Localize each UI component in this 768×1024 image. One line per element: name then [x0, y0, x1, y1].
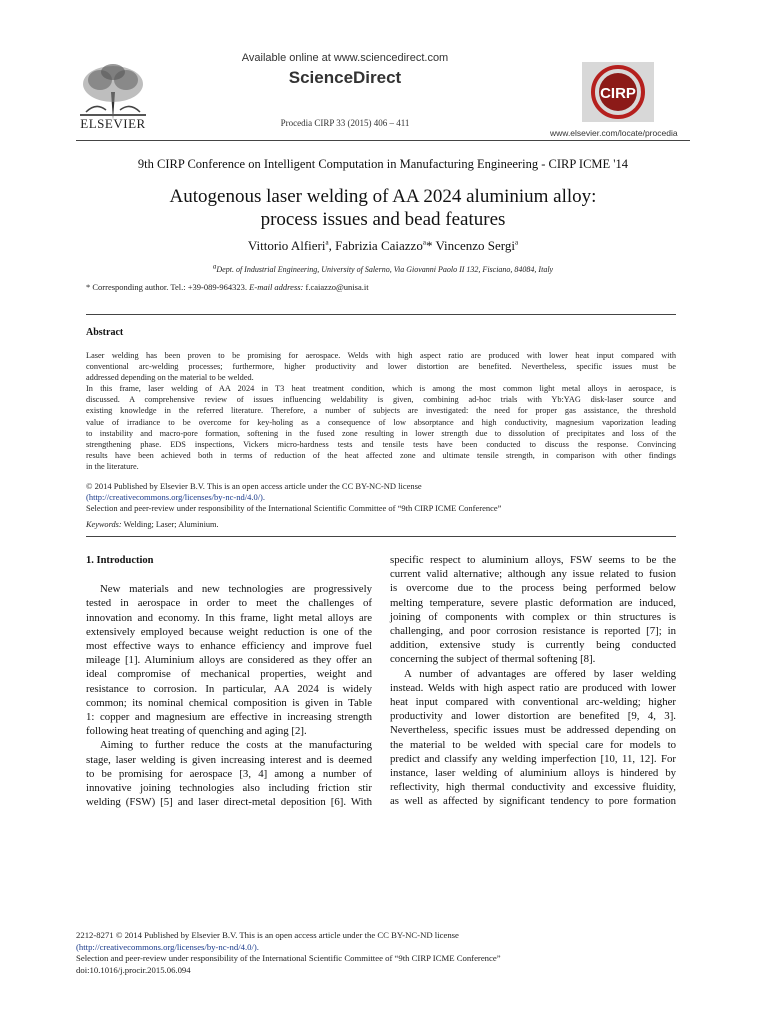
- body-text-line: most effective ways to enhance efficiency and improve fuel: [86, 640, 372, 653]
- footer: [76, 930, 690, 976]
- body-text-line: productivity and lower distortion are benefited [9, 4, 3].: [390, 710, 676, 723]
- header-divider: [76, 140, 690, 141]
- author-affil-marker: a: [325, 238, 329, 247]
- abstract-line: in the literature.: [86, 461, 139, 471]
- body-text-line: resistance to corrosion. In particular, AA 2024 is widely: [86, 682, 372, 695]
- conference-title: 9th CIRP Conference on Intelligent Computation in Manufacturing Engineering - CIRP ICME '14: [137, 157, 629, 171]
- footer-peer-review: Selection and peer-review under responsibility of the International Scientific Committee of “9th CIRP ICME Conference”: [76, 953, 501, 964]
- body-text-line: common; its nominal chemical composition is given in Table: [86, 696, 372, 709]
- corresponding-author: [86, 282, 369, 292]
- publisher-name: ELSEVIER: [80, 116, 146, 131]
- body-text-line: innovation and economy. In this frame, light metal alloys are: [86, 611, 372, 624]
- keywords: [86, 520, 219, 529]
- author-separator: ,: [328, 238, 336, 253]
- cirp-logo-text: CIRP: [600, 85, 636, 102]
- affiliation-text: Dept. of Industrial Engineering, University of Salerno, Via Giovanni Paolo II 132, Fisciano, 84084, Italy: [216, 265, 554, 274]
- abstract-line: value of irradiance to be overcome for key-holing as a consequence of low absorptance and high conductivity, magnesium vaporization leading: [86, 417, 676, 427]
- cirp-logo: [582, 62, 654, 122]
- abstract-line: addressed depending on the material to be welded.: [86, 373, 254, 383]
- abstract-paragraph: [86, 350, 676, 383]
- keywords-label: Keywords:: [86, 520, 122, 529]
- corresponding-prefix: * Corresponding author. Tel.: +39-089-964323.: [86, 282, 250, 292]
- body-text-line: predict and classify any welding imperfection [10, 11, 12]. For: [390, 752, 676, 765]
- abstract-line: discussed. A comprehensive review of issues influencing weldability is given, combining ad-hoc trials with Yb:YAG disk-laser source and: [86, 395, 676, 405]
- abstract-paragraph: [86, 383, 676, 472]
- sciencedirect-brand: ScienceDirect: [288, 68, 402, 87]
- abstract-line: results have been achieved both in terms of reduction of the heat affected zone and ultimate tensile strength, in comparison with other findings: [86, 450, 676, 460]
- abstract-top-divider: [86, 314, 676, 315]
- body-text-line: following heat treating of quenching and aging [2].: [86, 725, 307, 738]
- body-text-line: addition, extensive study is currently being conducted: [390, 639, 676, 652]
- author-affil-marker: a: [514, 238, 519, 247]
- footer-copyright: 2212-8271 © 2014 Published by Elsevier B.V. This is an open access article under the CC BY-NC-ND license: [76, 930, 459, 940]
- abstract-body: [86, 350, 676, 472]
- body-text-line: heat input compared with conventional arc-welding; higher: [390, 696, 676, 709]
- abstract-line: Laser welding has been proven to be promising for aerospace. Welds with high aspect ratio are produced with lower heat input compared with: [86, 351, 676, 360]
- body-text-line: Nevertheless, specific issues must be addressed depending on: [390, 724, 676, 737]
- left-column: [86, 554, 372, 809]
- body-text-line: the material to be welded with special care for models to: [390, 738, 676, 751]
- body-text-line: to be promising for aerospace [3, 4] among a number of: [86, 767, 372, 780]
- body-text-line: stage, laser welding is given increasing interest and is deemed: [86, 753, 372, 766]
- author-name: Vincenzo Sergi: [435, 238, 515, 253]
- abstract-line: conventional arc-welding processes; furthermore, higher productivity and lower distortion are benefited. Nevertheless, specific issues must be: [86, 362, 676, 372]
- affiliation-marker: a: [212, 262, 217, 271]
- paper-title-line1: Autogenous laser welding of AA 2024 aluminium alloy:: [169, 186, 597, 207]
- body-text-line: 1: copper and magnesium are effective in increasing strength: [86, 711, 372, 724]
- footer-doi[interactable]: doi:10.1016/j.procir.2015.06.094: [76, 964, 191, 975]
- body-text-line: mileage [1]. Aluminium alloys are considered as they offer an: [86, 654, 372, 667]
- body-text-line: New materials and new technologies are progressively: [100, 583, 372, 596]
- body-text-line: joining of components with complex or thin structures is: [390, 610, 676, 623]
- body-text-line: as well as affected by significant tendency to pore formation: [390, 795, 676, 808]
- abstract-line: to instability and macro-pore formation, softening in the fused zone resulting in lower strength due to dissolution of precipitates and loss of the: [86, 428, 676, 438]
- paper-title-line2: process issues and bead features: [260, 209, 506, 230]
- abstract-line: strengthening phase. EDS inspections, Vickers micro-hardness tests and tensile tests have been conducted to discuss the response. Convincing: [86, 439, 676, 449]
- email-label: E-mail address:: [249, 282, 304, 292]
- available-online-text: Available online at www.sciencedirect.com: [241, 52, 449, 64]
- body-text-line: is overcome due to the process being performed below: [390, 582, 676, 595]
- email-address[interactable]: f.caiazzo@unisa.it: [303, 282, 369, 292]
- body-text-line: welding (FSW) [5] and laser direct-metal deposition [6]. With: [86, 796, 372, 809]
- corresponding-marker: *: [425, 238, 433, 253]
- footer-license-link[interactable]: (http://creativecommons.org/licenses/by-nc-nd/4.0/).: [76, 941, 259, 952]
- body-text-line: specific respect to aluminium alloys, FSW seems to be the: [390, 554, 676, 566]
- body-text-line: instead. Welds with high aspect ratio are produced with lower: [390, 681, 676, 694]
- abstract-heading: Abstract: [86, 327, 124, 338]
- body-text-line: melting temperature, severe plastic deformation are induced,: [390, 596, 676, 609]
- body-text-line: innovative joining technologies also including friction stir: [86, 782, 372, 795]
- keywords-value: Welding; Laser; Aluminium.: [121, 520, 219, 529]
- body-text-line: current valid alternative; although any issue related to fusion: [390, 568, 676, 581]
- peer-review-line: Selection and peer-review under responsibility of the International Scientific Committee of “9th CIRP ICME Conference”: [86, 503, 502, 513]
- author-list: [76, 238, 690, 254]
- copyright-line: © 2014 Published by Elsevier B.V. This is an open access article under the CC BY-NC-ND license: [86, 481, 422, 491]
- author-name: Vittorio Alfieri: [247, 238, 326, 253]
- author-affil-marker: a: [422, 238, 426, 247]
- affiliation: [76, 262, 690, 274]
- abstract-line: In this frame, laser welding of AA 2024 in T3 heat treatment condition, which is among the most common light metal alloys in aerospace, is: [86, 384, 676, 394]
- abstract-bottom-divider: [86, 536, 676, 537]
- body-text-line: instance, laser welding of aluminium alloys is hindered by: [390, 767, 676, 780]
- journal-url-link[interactable]: www.elsevier.com/locate/procedia: [550, 128, 678, 138]
- copyright-block: [86, 481, 676, 514]
- body-text-line: concerning the subject of thermal softening [8].: [390, 653, 596, 666]
- license-link[interactable]: (http://creativecommons.org/licenses/by-nc-nd/4.0/).: [86, 492, 266, 502]
- body-text-line: extensively employed because weight reduction is one of the: [86, 625, 372, 638]
- journal-reference: Procedia CIRP 33 (2015) 406 – 411: [280, 118, 410, 128]
- body-text-line: ideal compromise of mechanical properties, weight and: [86, 668, 372, 681]
- right-column-text: [390, 553, 676, 809]
- left-column-text: [86, 582, 372, 809]
- abstract-line: existing knowledge in the referred literature. Therefore, a number of subjects are investigated: the need for proper gas assistance, the threshold: [86, 406, 676, 416]
- body-text-line: challenging, and poor corrosion resistance is reported [7]; in: [390, 625, 676, 638]
- body-text-line: reflectivity, high thermal conductivity and excessive fluidity,: [390, 781, 676, 794]
- body-text-line: Aiming to further reduce the costs at the manufacturing: [100, 739, 372, 752]
- body-text-line: tested in aerospace in order to meet the challenges of: [86, 597, 372, 610]
- author-name: Fabrizia Caiazzo: [335, 238, 423, 253]
- right-column: [390, 553, 676, 809]
- section-heading: 1. Introduction: [86, 555, 154, 566]
- body-text-line: A number of advantages are offered by laser welding: [404, 667, 676, 680]
